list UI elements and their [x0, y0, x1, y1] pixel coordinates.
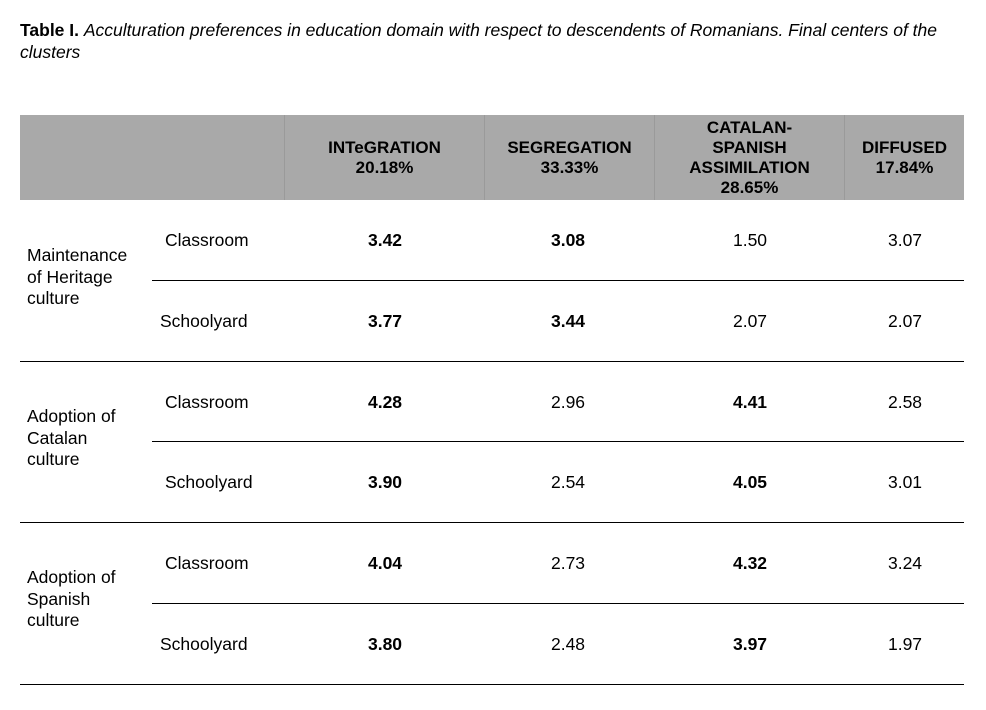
- group-label-line: Adoption of: [27, 567, 116, 587]
- caption-text: Acculturation preferences in education domain with respect to descendents of Romanians. Final centers of the clusters: [20, 20, 937, 62]
- table-cell: 3.01: [887, 472, 923, 492]
- row-divider: [152, 441, 964, 442]
- header-line: ASSIMILATION: [689, 157, 810, 177]
- group-label-line: Spanish: [27, 588, 91, 609]
- caption-label: Table I.: [20, 20, 79, 40]
- table-cell: 4.05: [732, 472, 768, 492]
- group-label-line: culture: [27, 610, 80, 630]
- header-assimilation: [655, 115, 844, 200]
- row-divider: [20, 361, 964, 362]
- header-line: INTeGRATION: [328, 137, 441, 157]
- group-label: [27, 406, 152, 471]
- table-cell: 3.44: [550, 311, 586, 331]
- table-cell: 3.80: [367, 634, 403, 654]
- header-line: DIFFUSED: [862, 137, 947, 157]
- header-diffused: [845, 115, 964, 200]
- table-caption: [20, 19, 950, 63]
- table-cell: 2.58: [887, 392, 923, 412]
- group-label-line: culture: [27, 449, 80, 469]
- row-sublabel: Classroom: [165, 553, 249, 573]
- header-line: 20.18%: [355, 157, 414, 177]
- row-sublabel: Classroom: [165, 392, 249, 412]
- table-cell: 4.41: [732, 392, 768, 412]
- group-label: [27, 567, 152, 632]
- table-cell: 2.96: [550, 392, 586, 412]
- table-cell: 2.48: [550, 634, 586, 654]
- row-divider: [20, 522, 964, 523]
- row-sublabel: Classroom: [165, 230, 249, 250]
- table-cell: 1.97: [887, 634, 923, 654]
- table-cell: 2.07: [887, 311, 923, 331]
- header-line: SEGREGATION: [507, 137, 632, 157]
- table-cell: 3.24: [887, 553, 923, 573]
- table-cell: 3.07: [887, 230, 923, 250]
- table-cell: 3.90: [367, 472, 403, 492]
- table-cell: 3.77: [367, 311, 403, 331]
- table-cell: 4.32: [732, 553, 768, 573]
- row-divider: [20, 684, 964, 685]
- header-line: SPANISH: [712, 137, 787, 157]
- table-cell: 4.28: [367, 392, 403, 412]
- row-sublabel: Schoolyard: [165, 472, 253, 492]
- table-cell: 3.08: [550, 230, 586, 250]
- header-line: 33.33%: [540, 157, 599, 177]
- group-label-line: culture: [27, 288, 80, 308]
- table-cell: 2.54: [550, 472, 586, 492]
- table-cell: 2.07: [732, 311, 768, 331]
- table-cell: 1.50: [732, 230, 768, 250]
- header-line: 17.84%: [875, 157, 934, 177]
- group-label-line: Catalan: [27, 427, 88, 448]
- group-label-line: Maintenance: [27, 245, 128, 265]
- header-segregation: [485, 115, 654, 200]
- table-cell: 4.04: [367, 553, 403, 573]
- header-integration: [285, 115, 484, 200]
- header-line: 28.65%: [720, 177, 779, 197]
- table-cell: 2.73: [550, 553, 586, 573]
- row-sublabel: Schoolyard: [160, 311, 248, 331]
- table-cell: 3.42: [367, 230, 403, 250]
- group-label-line: Adoption of: [27, 406, 116, 426]
- group-label: [27, 245, 152, 310]
- table-cell: 3.97: [732, 634, 768, 654]
- row-divider: [152, 280, 964, 281]
- group-label-line: of Heritage: [27, 266, 113, 287]
- header-line: CATALAN-: [706, 117, 793, 137]
- row-divider: [152, 603, 964, 604]
- row-sublabel: Schoolyard: [160, 634, 248, 654]
